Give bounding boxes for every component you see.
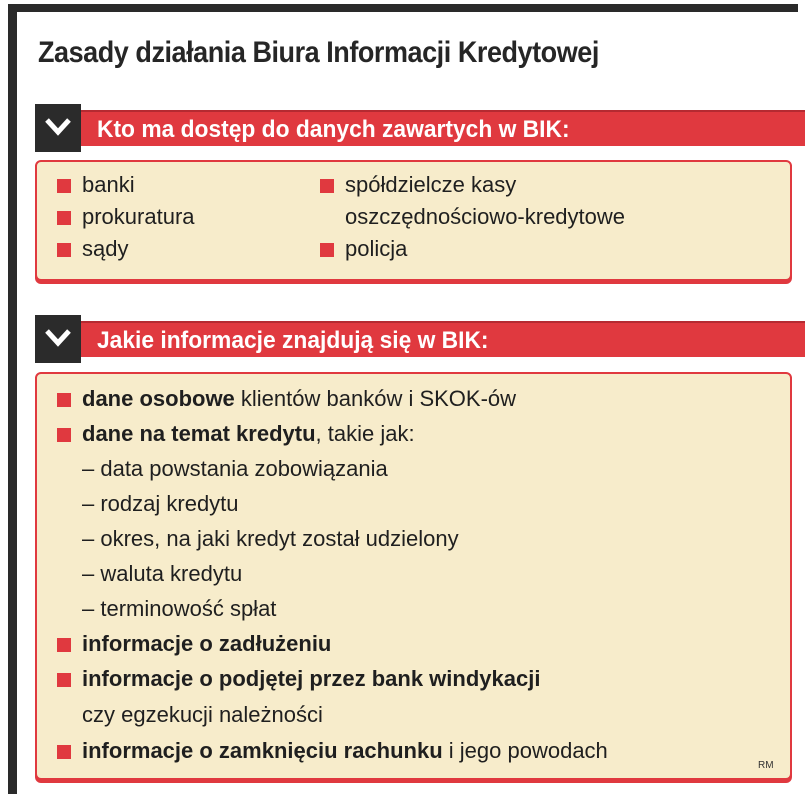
list-item	[82, 386, 516, 412]
sub-item: – terminowość spłat	[82, 596, 277, 621]
item-bold: dane na temat kredytu	[82, 421, 316, 446]
bullet-icon	[57, 393, 71, 407]
item-bold: dane osobowe	[82, 386, 235, 411]
list-item: informacje o zadłużeniu	[82, 631, 332, 656]
section1-heading: Kto ma dostęp do danych zawartych w BIK:	[97, 116, 570, 143]
list-item	[82, 738, 608, 764]
sub-item: – rodzaj kredytu	[82, 491, 239, 516]
bullet-icon	[57, 745, 71, 759]
list-item: prokuratura	[82, 204, 195, 229]
chevron-down-icon	[35, 315, 81, 363]
list-item-continuation: oszczędnościowo-kredytowe	[345, 204, 626, 229]
item-text: i jego powodach	[442, 738, 608, 763]
sub-item: – data powstania zobowiązania	[82, 456, 388, 481]
bullet-icon	[57, 179, 71, 193]
chevron-down-icon	[35, 104, 81, 152]
frame-left-border	[8, 4, 17, 794]
item-text: , takie jak:	[315, 421, 415, 446]
item-bold: informacje o zamknięciu rachunku	[82, 738, 443, 763]
list-item	[82, 421, 415, 447]
bullet-icon	[57, 673, 71, 687]
section2-heading: Jakie informacje znajdują się w BIK:	[97, 327, 489, 354]
bullet-icon	[57, 243, 71, 257]
list-item-continuation: czy egzekucji należności	[82, 702, 323, 727]
sub-item: – waluta kredytu	[82, 561, 243, 586]
list-item: policja	[345, 236, 408, 261]
page-title: Zasady działania Biura Informacji Kredytowej	[38, 36, 599, 69]
bullet-icon	[57, 428, 71, 442]
bullet-icon	[57, 211, 71, 225]
sub-item: – okres, na jaki kredyt został udzielony	[82, 526, 459, 551]
bullet-icon	[57, 638, 71, 652]
list-item: informacje o podjętej przez bank windykacji	[82, 666, 541, 691]
list-item: sądy	[82, 236, 129, 261]
author-credit: RM	[758, 760, 774, 771]
item-text: klientów banków i SKOK-ów	[234, 386, 517, 411]
list-item: banki	[82, 172, 135, 197]
bullet-icon	[320, 243, 334, 257]
frame-top-border	[8, 4, 798, 12]
bullet-icon	[320, 179, 334, 193]
list-item: spółdzielcze kasy	[345, 172, 517, 197]
